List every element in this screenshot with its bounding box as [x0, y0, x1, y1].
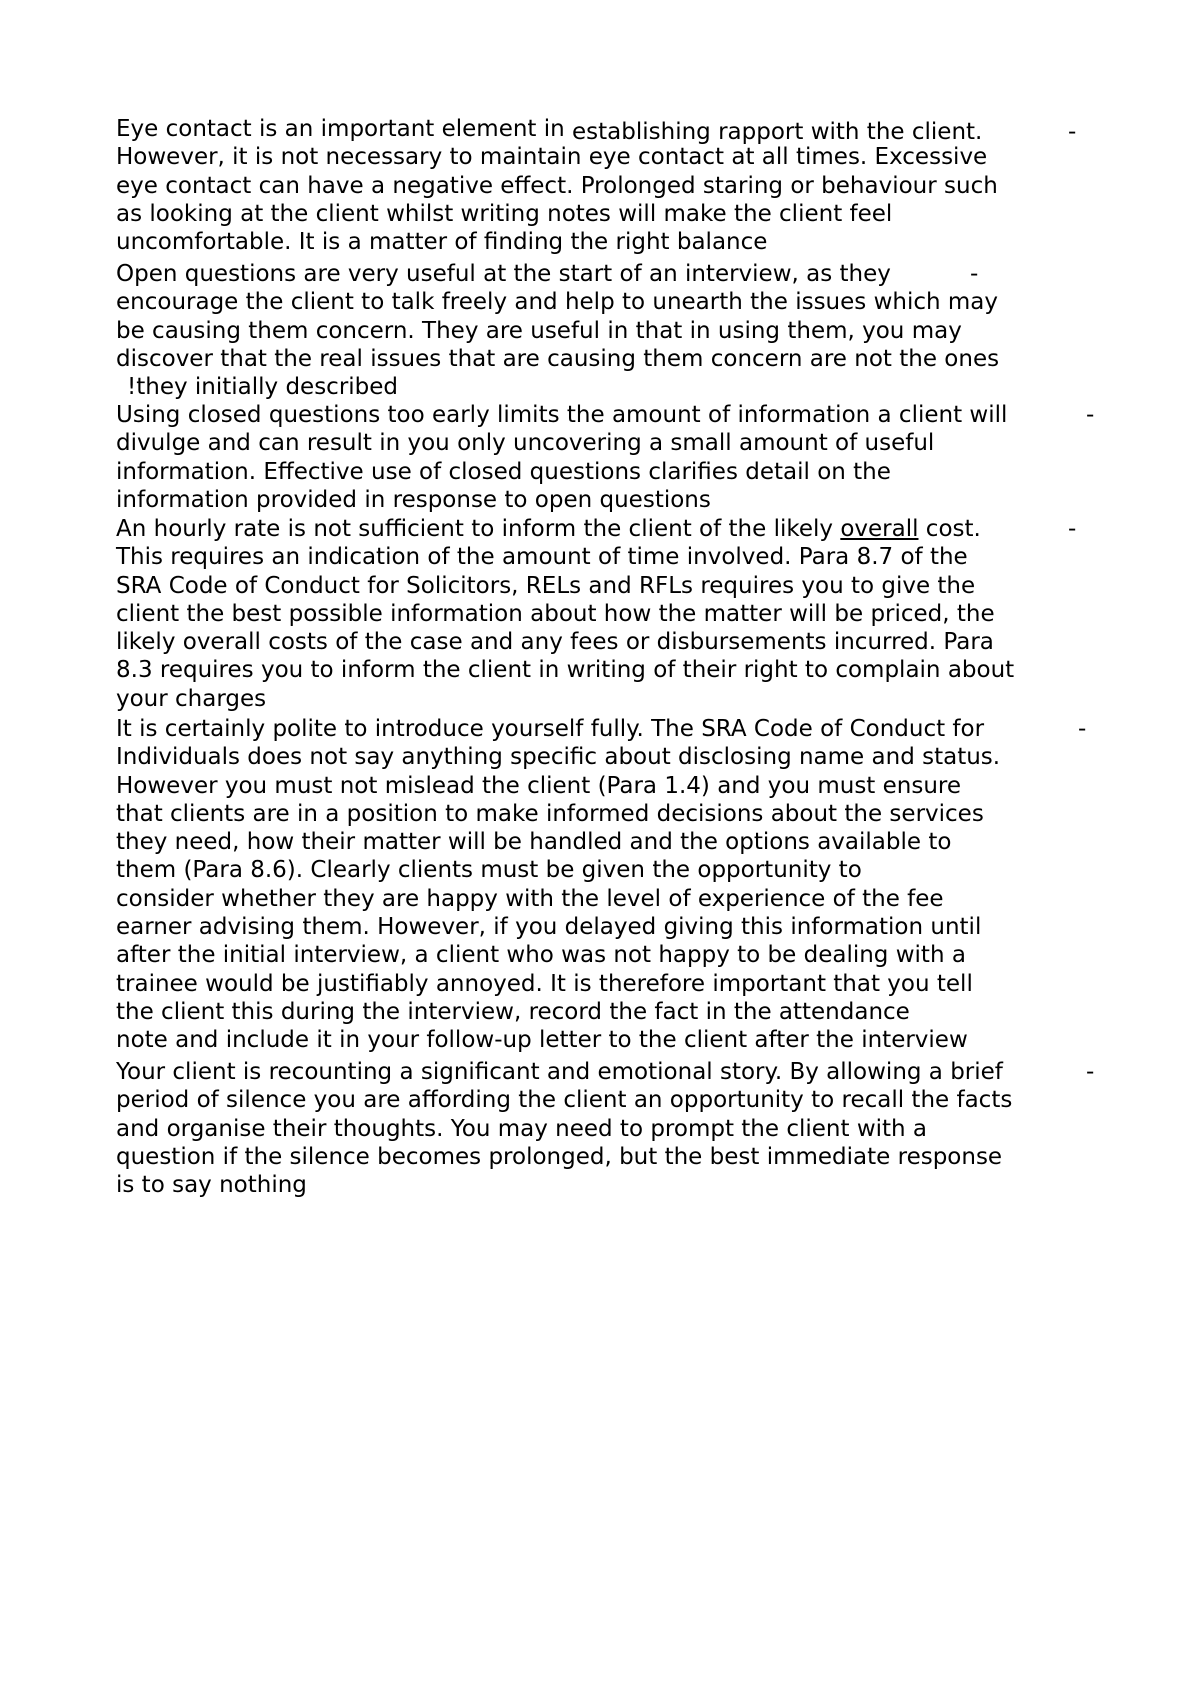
paragraph-line: period of silence you are affording the client an opportunity to recall the facts	[116, 1087, 1013, 1114]
paragraph-line: client the best possible information about how the matter will be priced, the	[116, 600, 995, 627]
line-text-tail: establishing rapport with the client.	[564, 119, 983, 145]
line-text: An hourly rate is not sufficient to inform the client of the likely	[116, 516, 841, 542]
paragraph-eye-contact	[116, 115, 998, 256]
bullet-dash: -	[970, 261, 979, 287]
paragraph-line: trainee would be justifiably annoyed. It is therefore important that you tell	[116, 970, 973, 997]
paragraph-line: as looking at the client whilst writing notes will make the client feel	[116, 200, 893, 227]
paragraph-line: uncomfortable. It is a matter of finding the right balance	[116, 229, 768, 256]
paragraph-line: Using closed questions too early limits the amount of information a client will	[116, 402, 1008, 428]
paragraph-line	[116, 115, 998, 143]
paragraph-line	[116, 515, 1014, 543]
paragraph-line: the client this during the interview, record the fact in the attendance	[116, 998, 910, 1025]
paragraph-open-questions	[116, 260, 999, 401]
paragraph-line: them (Para 8.6). Clearly clients must be given the opportunity to	[116, 857, 862, 884]
paragraph-hourly-rate	[116, 515, 1014, 713]
paragraph-line: It is certainly polite to introduce yourself fully. The SRA Code of Conduct for	[116, 716, 985, 742]
paragraph-line: consider whether they are happy with the level of experience of the fee	[116, 885, 944, 912]
bullet-dash: -	[1078, 716, 1087, 742]
line-text-tail: cost.	[918, 516, 981, 542]
paragraph-line: be causing them concern. They are useful in that in using them, you may	[116, 317, 962, 344]
bullet-dash: -	[1086, 1059, 1095, 1085]
paragraph-line: However you must not mislead the client (Para 1.4) and you must ensure	[116, 772, 962, 799]
paragraph-line: they need, how their matter will be handled and the options available to	[116, 829, 952, 856]
paragraph-line: Open questions are very useful at the start of an interview, as they	[116, 261, 891, 287]
paragraph-line: your charges	[116, 685, 267, 712]
paragraph-line: after the initial interview, a client who was not happy to be dealing with a	[116, 942, 966, 969]
paragraph-line: Individuals does not say anything specific about disclosing name and status.	[116, 744, 1001, 771]
paragraph-line: that clients are in a position to make informed decisions about the services	[116, 800, 984, 827]
paragraph-line: earner advising them. However, if you delayed giving this information until	[116, 914, 982, 941]
underlined-word: overall	[840, 516, 919, 542]
paragraph-line: SRA Code of Conduct for Solicitors, RELs and RFLs requires you to give the	[116, 572, 976, 599]
paragraph-line: 8.3 requires you to inform the client in writing of their right to complain about	[116, 657, 1015, 684]
bullet-dash: -	[1086, 402, 1095, 428]
paragraph-line: information provided in response to open questions	[116, 486, 711, 513]
paragraph-line: note and include it in your follow-up letter to the client after the interview	[116, 1027, 968, 1054]
paragraph-line: is to say nothing	[116, 1172, 307, 1199]
paragraph-silence	[116, 1058, 1012, 1199]
paragraph-line: information. Effective use of closed questions clarifies detail on the	[116, 458, 891, 485]
paragraph-line: divulge and can result in you only uncovering a small amount of useful	[116, 430, 935, 457]
paragraph-line: encourage the client to talk freely and help to unearth the issues which may	[116, 289, 998, 316]
paragraph-closed-questions	[116, 401, 1007, 514]
paragraph-introduce-yourself	[116, 715, 1000, 1055]
paragraph-line: This requires an indication of the amount of time involved. Para 8.7 of the	[116, 544, 968, 571]
line-text: Eye contact is an important element in	[116, 116, 565, 142]
paragraph-line: However, it is not necessary to maintain eye contact at all times. Excessive	[116, 144, 988, 171]
bullet-dash: -	[1068, 516, 1077, 542]
paragraph-line: question if the silence becomes prolonged, but the best immediate response	[116, 1143, 1003, 1170]
bullet-dash: -	[1068, 119, 1077, 145]
paragraph-line: likely overall costs of the case and any fees or disbursements incurred. Para	[116, 629, 994, 656]
paragraph-line: and organise their thoughts. You may need to prompt the client with a	[116, 1115, 928, 1142]
paragraph-line: Your client is recounting a significant and emotional story. By allowing a brief	[116, 1059, 1003, 1085]
paragraph-line: eye contact can have a negative effect. Prolonged staring or behaviour such	[116, 172, 998, 199]
paragraph-line: discover that the real issues that are causing them concern are not the ones	[116, 345, 1000, 372]
paragraph-line: !they initially described	[127, 374, 399, 401]
